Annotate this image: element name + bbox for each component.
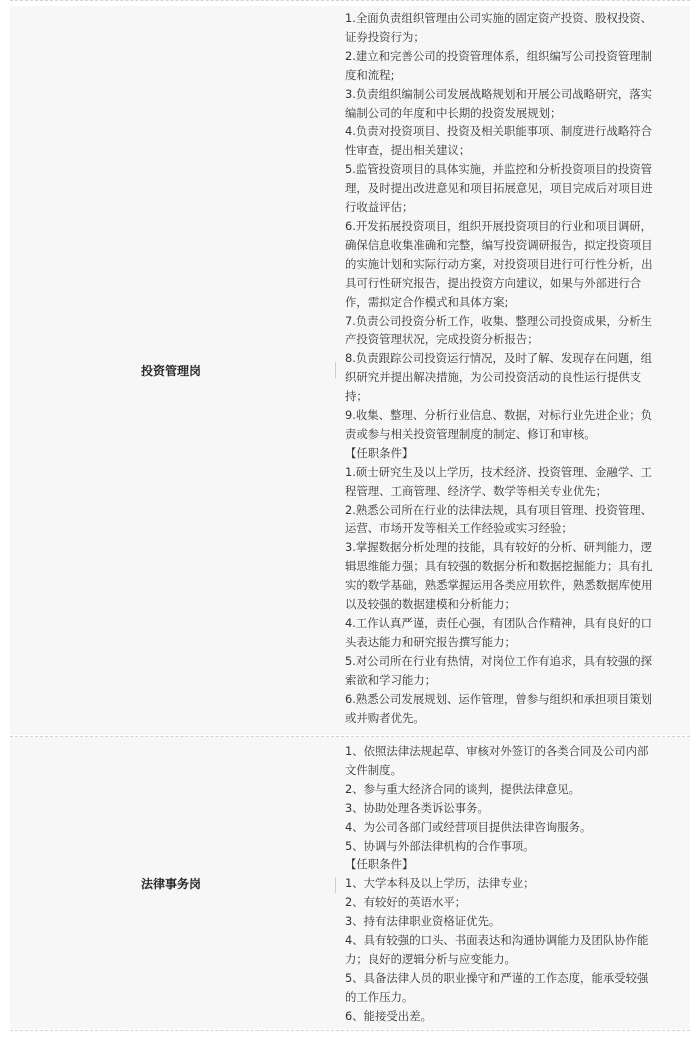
description-line: 证券投资行为； <box>345 29 425 44</box>
requirements-heading: 【任职条件】 <box>345 857 414 872</box>
description-line: 持； <box>345 389 368 404</box>
description-line: 的实施计划和实际行动方案，对投资项目进行可行性分析，出 <box>345 256 653 271</box>
description-line: 或并购者优先。 <box>345 710 425 725</box>
job-table <box>10 0 690 1037</box>
description-line: 4.工作认真严谨，责任心强，有团队合作精神，具有良好的口 <box>345 616 653 630</box>
description-line: 性审查，提出相关建议； <box>345 143 471 158</box>
job-description-legal <box>345 742 685 1026</box>
description-line: 8.负责跟踪公司投资运行情况，及时了解、发现存在问题，组 <box>345 351 653 366</box>
column-separator <box>335 362 336 378</box>
description-line: 织研究并提出解决措施，为公司投资活动的良性运行提供支 <box>345 370 642 385</box>
description-line: 3.掌握数据分析处理的技能，具有较好的分析、研判能力，逻 <box>345 540 653 555</box>
job-title-text: 投资管理岗 <box>140 364 201 378</box>
description-line: 3、持有法律职业资格证优先。 <box>345 914 501 929</box>
description-line: 4、具有较强的口头、书面表达和沟通协调能力及团队协作能 <box>345 933 649 948</box>
description-line: 6.熟悉公司发展规划、运作管理，曾参与组织和承担项目策划 <box>345 691 653 706</box>
description-line: 度和流程; <box>345 67 395 82</box>
description-line: 编制公司的年度和中长期的投资发展规划； <box>345 105 562 120</box>
description-line: 5、协调与外部法律机构的合作事项。 <box>345 838 535 853</box>
description-line: 4、为公司各部门或经营项目提供法律咨询服务。 <box>345 819 592 834</box>
description-line: 7.负责公司投资分析工作，收集、整理公司投资成果，分析生 <box>345 313 653 328</box>
description-line: 2、有较好的英语水平； <box>345 895 467 910</box>
description-line: 5.监管投资项目的具体实施，并监控和分析投资项目的投资管 <box>345 162 653 177</box>
description-line: 3、协助处理各类诉讼事务。 <box>345 800 489 815</box>
description-line: 6.开发拓展投资项目，组织开展投资项目的行业和项目调研， <box>345 218 653 233</box>
description-line: 责或参与相关投资管理制度的制定、修订和审核。 <box>345 426 596 441</box>
description-line: 的工作压力。 <box>345 989 414 1004</box>
description-line: 2.建立和完善公司的投资管理体系，组织编写公司投资管理制 <box>345 48 653 63</box>
description-line: 5.对公司所在行业有热情，对岗位工作有追求，具有较强的探 <box>345 653 653 668</box>
job-row-legal <box>10 737 690 1029</box>
description-line: 5、具备法律人员的职业操守和严谨的工作态度，能承受较强 <box>345 970 649 985</box>
description-line: 9.收集、整理、分析行业信息、数据，对标行业先进企业；负 <box>345 408 653 423</box>
job-title-investment <box>10 6 332 735</box>
description-line: 实的数学基础，熟悉掌握运用各类应用软件，熟悉数据库使用 <box>345 578 653 593</box>
requirements-heading: 【任职条件】 <box>345 445 414 460</box>
job-title-legal <box>10 737 332 1029</box>
description-line: 1、依照法律法规起草、审核对外签订的各类合同及公司内部 <box>345 744 649 758</box>
description-line: 2.熟悉公司所在行业的法律法规，具有项目管理、投资管理、 <box>345 502 653 517</box>
description-line: 作，需拟定合作模式和具体方案; <box>345 294 509 309</box>
description-line: 1、大学本科及以上学历，法律专业； <box>345 876 535 891</box>
job-title-text: 法律事务岗 <box>140 876 201 891</box>
description-line: 1.全面负责组织管理由公司实施的固定资产投资、股权投资、 <box>345 11 653 25</box>
description-line: 以及较强的数据建模和分析能力； <box>345 597 516 612</box>
description-line: 3.负责组织编制公司发展战略规划和开展公司战略研究，落实 <box>345 86 653 101</box>
description-line: 索欲和学习能力； <box>345 672 437 687</box>
description-line: 2、参与重大经济合同的谈判，提供法律意见。 <box>345 781 581 796</box>
description-line: 程管理、工商管理、经济学、数学等相关专业优先； <box>345 483 607 498</box>
description-line: 力；良好的逻辑分析与应变能力。 <box>345 951 516 966</box>
description-line: 文件制度。 <box>345 762 402 777</box>
row-divider-bottom <box>10 1030 690 1031</box>
job-row-investment <box>10 6 690 735</box>
row-divider-top <box>10 0 690 1</box>
description-line: 确保信息收集准确和完整，编写投资调研报告，拟定投资项目 <box>345 237 653 252</box>
description-line: 行收益评估； <box>345 200 414 215</box>
description-line: 理，及时提出改进意见和项目拓展意见，项目完成后对项目进 <box>345 181 653 196</box>
description-line: 头表达能力和研究报告撰写能力； <box>345 634 516 649</box>
description-line: 产投资管理状况，完成投资分析报告； <box>345 332 539 347</box>
column-separator <box>335 877 336 893</box>
job-description-investment <box>345 9 685 727</box>
description-line: 运营、市场开发等相关工作经验或实习经验； <box>345 521 573 536</box>
description-line: 1.硕士研究生及以上学历，技术经济、投资管理、金融学、工 <box>345 464 653 479</box>
description-line: 具可行性研究报告，提出投资方向建议，如果与外部进行合 <box>345 275 642 290</box>
description-line: 辑思维能力强；具有较强的数据分析和数据挖掘能力；具有扎 <box>345 559 653 574</box>
description-line: 6、能接受出差。 <box>345 1008 432 1023</box>
description-line: 4.负责对投资项目、投资及相关职能事项、制度进行战略符合 <box>345 124 653 139</box>
